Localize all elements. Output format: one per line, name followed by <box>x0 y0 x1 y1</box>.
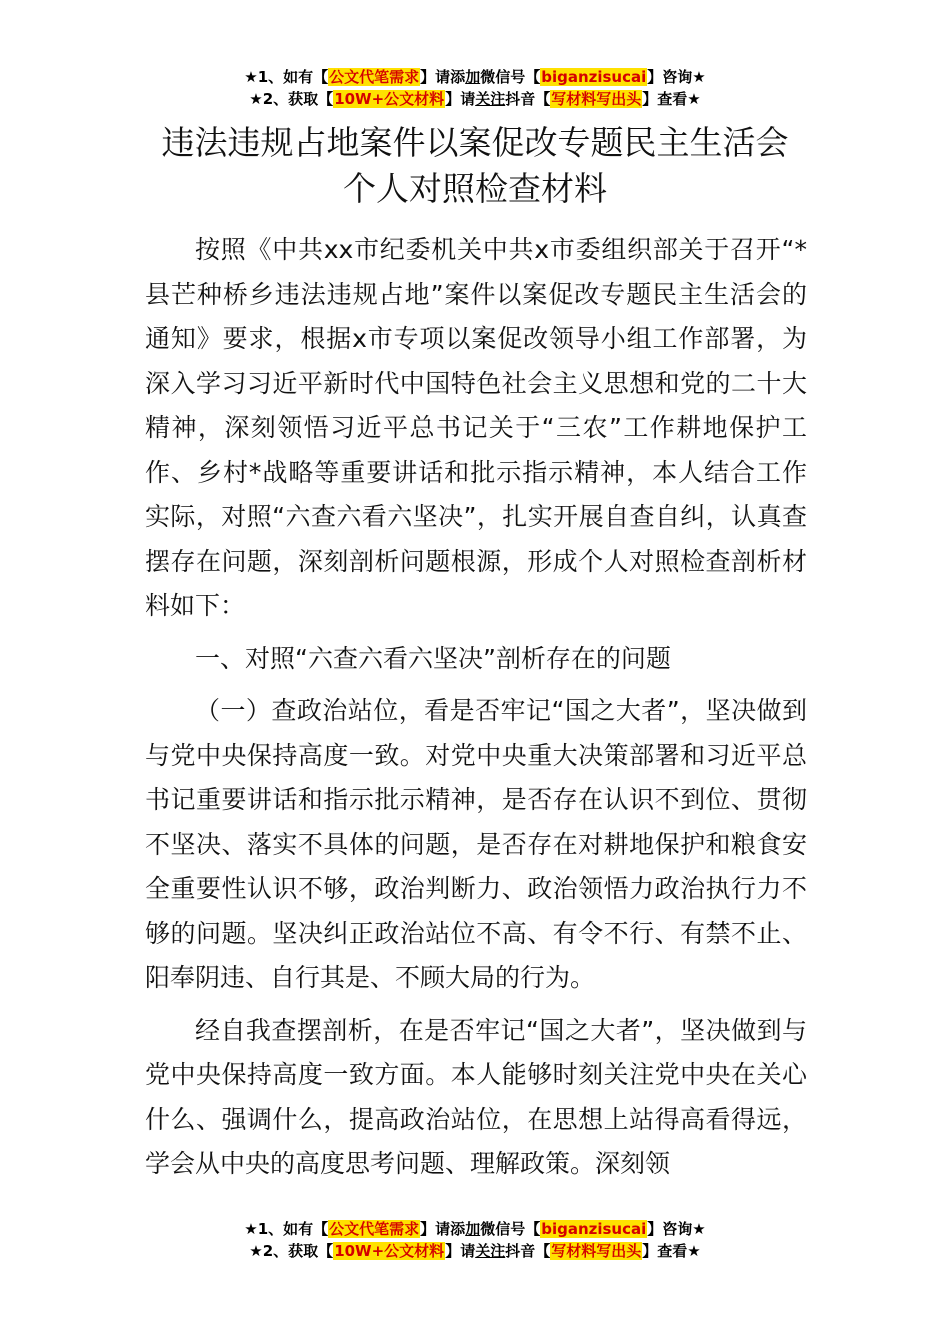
document-title <box>0 120 950 212</box>
highlight-materials: 10W+公文材料 <box>334 90 445 108</box>
header-banner <box>0 66 950 110</box>
paragraph-intro: 按照《中共xx市纪委机关中共x市委组织部关于召开“*县芒种桥乡违法违规占地”案件以案促改专题民主生活会的通知》要求，根据x市专项以案促改领导小组工作部署，为深入学习习近平新时代中国特色社会主义思想和党的二十大精神，深刻领悟习近平总书记关于“三农”工作耕地保护工作、乡村*战略等重要讲话和批示指示精神，本人结合工作实际，对照“六查六看六坚决”，扎实开展自查自纠，认真查摆存在问题，深刻剖析问题根源，形成个人对照检查剖析材料如下： <box>145 235 807 620</box>
paragraph-self-review: 经自我查摆剖析，在是否牢记“国之大者”，坚决做到与党中央保持高度一致方面。本人能够时刻关注党中央在关心什么、强调什么，提高政治站位，在思想上站得高看得远，学会从中央的高度思考问题、理解政策。深刻领 <box>145 1015 807 1178</box>
banner-line-2: ★2、获取【10W+公文材料】请关注抖音【写材料写出头】查看★ <box>249 90 701 108</box>
footer-banner <box>0 1218 950 1262</box>
highlight-douyin: 写材料写出头 <box>551 90 642 108</box>
document-body <box>145 228 807 1187</box>
highlight-wechat-id: biganzisucai <box>541 68 647 86</box>
paragraph-item-1: （一）查政治站位，看是否牢记“国之大者”，坚决做到与党中央保持高度一致。对党中央重大决策部署和习近平总书记重要讲话和指示批示精神，是否存在认识不到位、贯彻不坚决、落实不具体的问题，是否存在对耕地保护和粮食安全重要性认识不够，政治判断力、政治领悟力政治执行力不够的问题。坚决纠正政治站位不高、有令不行、有禁不止、阳奉阴违、自行其是、不顾大局的行为。 <box>145 696 807 992</box>
highlight-materials: 10W+公文材料 <box>334 1242 445 1260</box>
highlight-wechat-id: biganzisucai <box>541 1220 647 1238</box>
banner-line-2: ★2、获取【10W+公文材料】请关注抖音【写材料写出头】查看★ <box>249 1242 701 1260</box>
highlight-service: 公文代笔需求 <box>329 68 420 86</box>
title-line-1: 违法违规占地案件以案促改专题民主生活会 <box>161 123 789 162</box>
highlight-douyin: 写材料写出头 <box>551 1242 642 1260</box>
section-heading: 一、对照“六查六看六坚决”剖析存在的问题 <box>195 643 671 673</box>
title-line-2: 个人对照检查材料 <box>343 169 607 208</box>
highlight-service: 公文代笔需求 <box>329 1220 420 1238</box>
banner-line-1: ★1、如有【公文代笔需求】请添加微信号【biganzisucai】咨询★ <box>244 68 706 86</box>
banner-line-1: ★1、如有【公文代笔需求】请添加微信号【biganzisucai】咨询★ <box>244 1220 706 1238</box>
